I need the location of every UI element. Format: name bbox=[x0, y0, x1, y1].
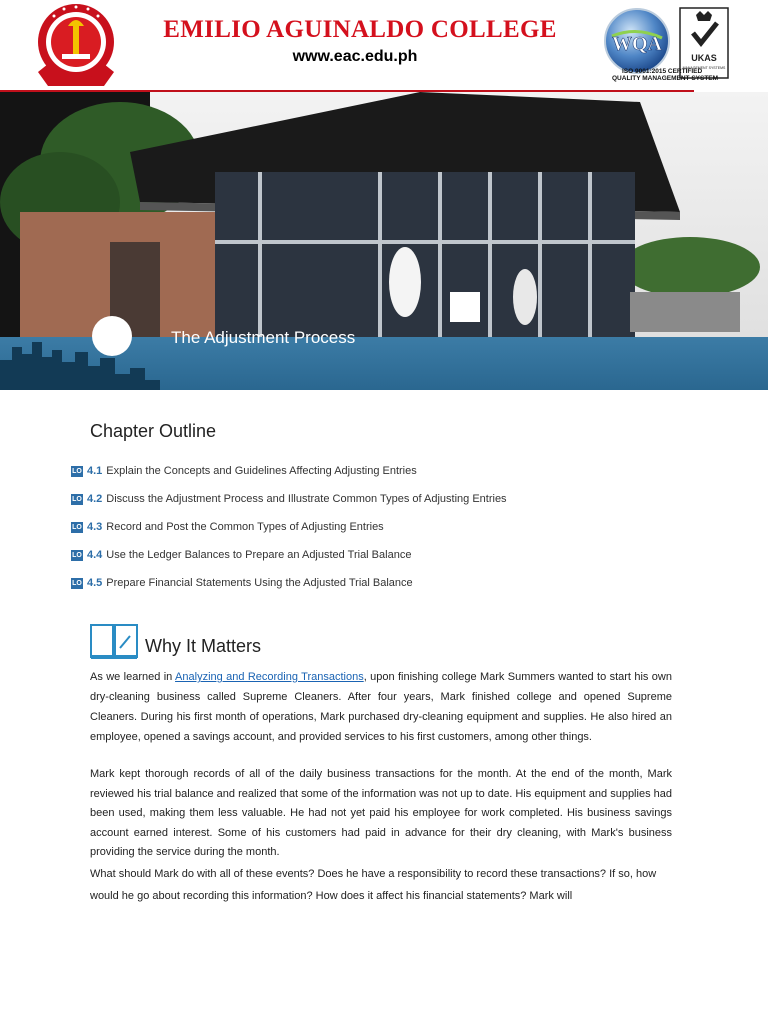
chapter-banner bbox=[0, 92, 768, 390]
lo-number: 4.4 bbox=[87, 549, 103, 561]
questions-paragraph bbox=[90, 863, 672, 907]
records-paragraph bbox=[90, 765, 672, 863]
p2-text: Mark kept thorough records of all of the daily business transactions for the month. At the end of the month, Mark reviewed his trial balance and realized that some of the information was not up to date. His equipment and supplies had been used, making them less valuable. He had not yet paid his employee for work completed. His business savings account earned interest. Some of his customers had paid in advance for their dry cleaning, with Mark's business providing the service during the month. bbox=[90, 768, 672, 858]
lo-number: 4.2 bbox=[87, 493, 103, 505]
college-name: EMILIO AGUINALDO COLLEGE bbox=[163, 16, 557, 43]
wqa-label: WQA bbox=[612, 33, 662, 55]
why-it-matters-heading: Why It Matters bbox=[145, 636, 262, 656]
learning-objective-item[interactable] bbox=[71, 519, 384, 535]
lo-text: Record and Post the Common Types of Adjusting Entries bbox=[106, 521, 384, 533]
chapter-title: The Adjustment Process bbox=[171, 328, 356, 347]
lo-text: Use the Ledger Balances to Prepare an Adjusted Trial Balance bbox=[106, 549, 412, 561]
intro-paragraph bbox=[90, 667, 672, 747]
lo-badge-icon: LO bbox=[72, 495, 82, 503]
quality-system-text: QUALITY MANAGEMENT SYSTEM bbox=[612, 75, 719, 82]
iso-certified-text: ISO 9001:2015 CERTIFIED bbox=[622, 68, 703, 75]
wqa-certification-logo bbox=[602, 6, 672, 76]
lo-text: Prepare Financial Statements Using the Adjusted Trial Balance bbox=[106, 577, 413, 589]
learning-objective-item[interactable] bbox=[71, 547, 411, 563]
learning-objective-item[interactable] bbox=[71, 575, 413, 591]
lo-badge-icon: LO bbox=[72, 523, 82, 531]
lo-number: 4.3 bbox=[87, 521, 103, 533]
lo-badge-icon: LO bbox=[72, 579, 82, 587]
p1-body: , upon finishing college Mark Summers wanted to start his own dry-cleaning business called Supreme Cleaners. After four years, Mark finished college and opened Supreme Cleaners. During his first month of operations, Mark purchased dry-cleaning equipment and supplies. He also hired an employee, opened a savings account, and provided services to his first customers, among other things. bbox=[90, 671, 672, 743]
ukas-label: UKAS bbox=[691, 53, 717, 63]
college-website[interactable]: www.eac.edu.ph bbox=[292, 48, 418, 65]
p1-lead: As we learned in bbox=[90, 671, 176, 683]
lo-badge-icon: LO bbox=[72, 551, 82, 559]
ukas-sub: MANAGEMENT SYSTEMS bbox=[682, 66, 726, 70]
p3-text: What should Mark do with all of these events? Does he have a responsibility to record these transactions? If so, how would he go about recording this information? How does it affect his financial statements? Mark will bbox=[90, 868, 657, 902]
learning-objective-item[interactable] bbox=[71, 463, 417, 479]
lo-text: Explain the Concepts and Guidelines Affecting Adjusting Entries bbox=[106, 465, 417, 477]
lo-text: Discuss the Adjustment Process and Illustrate Common Types of Adjusting Entries bbox=[106, 493, 507, 505]
lo-number: 4.1 bbox=[87, 465, 103, 477]
analyzing-recording-link[interactable]: Analyzing and Recording Transactions bbox=[175, 671, 364, 683]
notebook-pencil-icon bbox=[90, 624, 142, 660]
learning-objective-item[interactable] bbox=[71, 491, 507, 507]
lo-badge-icon: LO bbox=[72, 467, 82, 475]
lo-number: 4.5 bbox=[87, 577, 103, 589]
chapter-outline-heading: Chapter Outline bbox=[90, 421, 217, 441]
